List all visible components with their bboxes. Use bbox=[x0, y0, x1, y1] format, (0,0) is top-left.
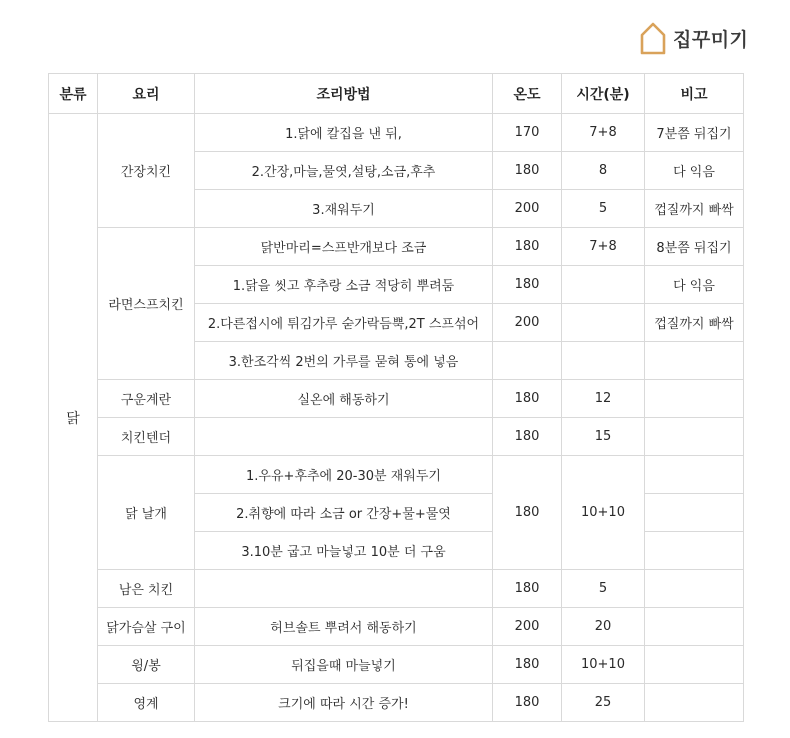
method-cell: 1.닭에 칼집을 낸 뒤, bbox=[195, 114, 493, 152]
note-cell bbox=[645, 532, 744, 570]
method-cell: 크기에 따라 시간 증가! bbox=[195, 684, 493, 722]
time-cell bbox=[562, 266, 645, 304]
house-outline-icon bbox=[640, 21, 666, 55]
note-cell bbox=[645, 570, 744, 608]
brand-logo bbox=[640, 18, 748, 58]
temp-cell: 170 bbox=[493, 114, 562, 152]
dish-cell: 남은 치킨 bbox=[98, 570, 195, 608]
time-cell: 7+8 bbox=[562, 114, 645, 152]
table-row bbox=[49, 380, 744, 418]
note-cell bbox=[645, 380, 744, 418]
dish-cell: 윙/봉 bbox=[98, 646, 195, 684]
time-cell: 25 bbox=[562, 684, 645, 722]
header-time: 시간(분) bbox=[562, 74, 645, 114]
note-cell bbox=[645, 418, 744, 456]
time-cell: 8 bbox=[562, 152, 645, 190]
header-note: 비고 bbox=[645, 74, 744, 114]
table-row bbox=[49, 456, 744, 494]
temp-cell: 180 bbox=[493, 684, 562, 722]
temp-cell: 180 bbox=[493, 228, 562, 266]
note-cell: 껍질까지 빠싹 bbox=[645, 304, 744, 342]
header-method: 조리방법 bbox=[195, 74, 493, 114]
category-cell: 닭 bbox=[49, 114, 98, 722]
table-row bbox=[49, 684, 744, 722]
note-cell bbox=[645, 456, 744, 494]
dish-cell: 구운계란 bbox=[98, 380, 195, 418]
temp-cell: 180 bbox=[493, 418, 562, 456]
temp-cell: 180 bbox=[493, 456, 562, 570]
header-category: 분류 bbox=[49, 74, 98, 114]
temp-cell: 180 bbox=[493, 646, 562, 684]
method-cell: 3.10분 굽고 마늘넣고 10분 더 구움 bbox=[195, 532, 493, 570]
method-cell: 2.간장,마늘,물엿,설탕,소금,후추 bbox=[195, 152, 493, 190]
dish-cell: 간장치킨 bbox=[98, 114, 195, 228]
dish-cell: 닭가슴살 구이 bbox=[98, 608, 195, 646]
dish-cell: 영계 bbox=[98, 684, 195, 722]
time-cell: 5 bbox=[562, 190, 645, 228]
dish-cell: 닭 날개 bbox=[98, 456, 195, 570]
time-cell bbox=[562, 342, 645, 380]
temp-cell: 200 bbox=[493, 190, 562, 228]
table-row bbox=[49, 646, 744, 684]
note-cell bbox=[645, 494, 744, 532]
temp-cell: 180 bbox=[493, 152, 562, 190]
method-cell: 2.다른접시에 튀김가루 숟가락듬뿍,2T 스프섞어 bbox=[195, 304, 493, 342]
temp-cell: 200 bbox=[493, 608, 562, 646]
time-cell: 10+10 bbox=[562, 456, 645, 570]
method-cell: 뒤집을때 마늘넣기 bbox=[195, 646, 493, 684]
header-temp: 온도 bbox=[493, 74, 562, 114]
brand-name: 집꾸미기 bbox=[673, 28, 749, 51]
note-cell: 7분쯤 뒤집기 bbox=[645, 114, 744, 152]
dish-cell: 라면스프치킨 bbox=[98, 228, 195, 380]
method-cell: 2.취향에 따라 소금 or 간장+물+물엿 bbox=[195, 494, 493, 532]
note-cell bbox=[645, 684, 744, 722]
table-row bbox=[49, 114, 744, 152]
table-row bbox=[49, 570, 744, 608]
temp-cell: 180 bbox=[493, 570, 562, 608]
method-cell: 3.한조각씩 2번의 가루를 묻혀 통에 넣음 bbox=[195, 342, 493, 380]
method-cell: 닭반마리=스프반개보다 조금 bbox=[195, 228, 493, 266]
time-cell: 10+10 bbox=[562, 646, 645, 684]
dish-cell: 치킨텐더 bbox=[98, 418, 195, 456]
table-row bbox=[49, 418, 744, 456]
temp-cell: 180 bbox=[493, 266, 562, 304]
time-cell bbox=[562, 304, 645, 342]
time-cell: 5 bbox=[562, 570, 645, 608]
time-cell: 12 bbox=[562, 380, 645, 418]
method-cell: 1.우유+후추에 20-30분 재워두기 bbox=[195, 456, 493, 494]
table-row bbox=[49, 228, 744, 266]
method-cell: 실온에 해동하기 bbox=[195, 380, 493, 418]
note-cell: 8분쯤 뒤집기 bbox=[645, 228, 744, 266]
header-dish: 요리 bbox=[98, 74, 195, 114]
table-row bbox=[49, 608, 744, 646]
temp-cell: 180 bbox=[493, 380, 562, 418]
temp-cell bbox=[493, 342, 562, 380]
method-cell: 허브솔트 뿌려서 해동하기 bbox=[195, 608, 493, 646]
note-cell bbox=[645, 608, 744, 646]
time-cell: 7+8 bbox=[562, 228, 645, 266]
time-cell: 20 bbox=[562, 608, 645, 646]
method-cell bbox=[195, 418, 493, 456]
header-row bbox=[49, 74, 744, 114]
method-cell: 3.재워두기 bbox=[195, 190, 493, 228]
note-cell: 다 익음 bbox=[645, 152, 744, 190]
note-cell: 껍질까지 빠싹 bbox=[645, 190, 744, 228]
note-cell bbox=[645, 646, 744, 684]
recipe-table bbox=[48, 73, 744, 722]
note-cell: 다 익음 bbox=[645, 266, 744, 304]
note-cell bbox=[645, 342, 744, 380]
temp-cell: 200 bbox=[493, 304, 562, 342]
time-cell: 15 bbox=[562, 418, 645, 456]
method-cell: 1.닭을 씻고 후추랑 소금 적당히 뿌려둠 bbox=[195, 266, 493, 304]
method-cell bbox=[195, 570, 493, 608]
